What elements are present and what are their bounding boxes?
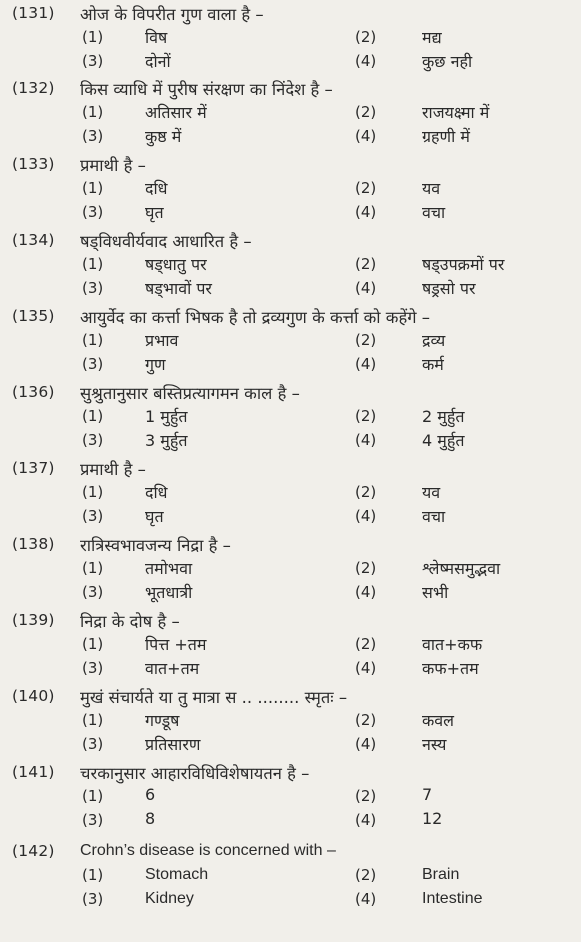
option-label: (4) [355, 507, 377, 525]
option-label: (1) [82, 28, 104, 46]
option-label: (3) [82, 431, 104, 449]
option-text: 7 [422, 785, 433, 804]
question-number: (134) [12, 231, 55, 249]
question-text: आयुर्वेद का कर्त्ता भिषक है तो द्रव्यगुण के कर्त्ता को कहेंगे – [80, 308, 431, 327]
option-text: वचा [422, 507, 446, 526]
option-text: कफ+तम [422, 659, 479, 678]
option-label: (3) [82, 890, 104, 908]
option-text: षड्भावों पर [145, 279, 212, 298]
option-label: (1) [82, 483, 104, 501]
option-label: (1) [82, 179, 104, 197]
question-133 [0, 153, 581, 225]
option-text: यव [422, 483, 441, 502]
option-text: घृत [145, 507, 164, 526]
option-label: (4) [355, 583, 377, 601]
question-134 [0, 229, 581, 301]
option-text: घृत [145, 203, 164, 222]
question-142 [0, 840, 581, 912]
option-label: (3) [82, 203, 104, 221]
option-text: भूतधात्री [145, 583, 193, 602]
option-label: (3) [82, 507, 104, 525]
option-text: श्लेष्मसमुद्भवा [422, 559, 501, 578]
question-text: सुश्रुतानुसार बस्तिप्रत्यागमन काल है – [80, 384, 300, 403]
option-text: Kidney [145, 890, 194, 907]
option-label: (3) [82, 811, 104, 829]
option-text: 4 मुर्हुत [422, 431, 465, 450]
option-text: Brain [422, 866, 460, 883]
option-text: तमोभवा [145, 559, 193, 578]
option-text: ग्रहणी में [422, 127, 470, 146]
option-text: कुछ नही [422, 52, 473, 71]
option-text: पित्त +तम [145, 635, 207, 654]
question-text: ओज के विपरीत गुण वाला है – [80, 5, 264, 24]
option-label: (2) [355, 866, 377, 884]
question-number: (136) [12, 383, 55, 401]
question-text: प्रमाथी है – [80, 156, 146, 175]
option-text: Stomach [145, 866, 209, 883]
question-text: चरकानुसार आहारविधिविशेषायतन है – [80, 764, 310, 783]
option-text: अतिसार में [145, 103, 207, 122]
question-number: (135) [12, 307, 55, 325]
option-text: मद्य [422, 28, 442, 47]
option-text: गुण [145, 355, 166, 374]
question-number: (133) [12, 155, 55, 173]
option-label: (4) [355, 279, 377, 297]
option-text: वात+कफ [422, 635, 483, 654]
option-label: (4) [355, 890, 377, 908]
option-label: (4) [355, 127, 377, 145]
option-text: वचा [422, 203, 446, 222]
option-text: वात+तम [145, 659, 200, 678]
option-label: (1) [82, 103, 104, 121]
option-label: (1) [82, 331, 104, 349]
option-text: नस्य [422, 735, 447, 754]
question-number: (137) [12, 459, 55, 477]
option-label: (1) [82, 255, 104, 273]
option-text: षड्रसो पर [422, 279, 476, 298]
option-label: (3) [82, 355, 104, 373]
option-text: दधि [145, 483, 168, 502]
question-text: किस व्याधि में पुरीष संरक्षण का निंदेश है – [80, 80, 333, 99]
option-label: (2) [355, 483, 377, 501]
option-label: (4) [355, 811, 377, 829]
option-text: षड्उपक्रमों पर [422, 255, 505, 274]
option-label: (2) [355, 787, 377, 805]
option-label: (2) [355, 179, 377, 197]
question-text: मुखं संचार्यते या तु मात्रा स .. ........ स्मृतः – [80, 688, 348, 707]
option-label: (3) [82, 659, 104, 677]
option-text: कवल [422, 711, 455, 730]
option-label: (2) [355, 407, 377, 425]
question-text: रात्रिस्वभावजन्य निद्रा है – [80, 536, 231, 555]
option-label: (4) [355, 52, 377, 70]
option-text: 8 [145, 809, 156, 828]
question-139 [0, 609, 581, 681]
option-label: (1) [82, 635, 104, 653]
question-number: (139) [12, 611, 55, 629]
question-131 [0, 2, 581, 74]
option-text: प्रभाव [145, 331, 179, 350]
option-text: कुष्ठ में [145, 127, 182, 146]
option-label: (4) [355, 735, 377, 753]
option-text: सभी [422, 583, 449, 602]
question-text: षड्विधवीर्यवाद आधारित है – [80, 232, 252, 251]
option-text: 1 मुर्हुत [145, 407, 188, 426]
option-label: (1) [82, 559, 104, 577]
option-label: (2) [355, 331, 377, 349]
question-137 [0, 457, 581, 529]
question-136 [0, 381, 581, 453]
option-text: विष [145, 28, 168, 47]
option-text: गण्डूष [145, 711, 180, 730]
question-number: (131) [12, 4, 55, 22]
option-label: (4) [355, 659, 377, 677]
question-number: (140) [12, 687, 55, 705]
question-132 [0, 77, 581, 149]
option-label: (4) [355, 355, 377, 373]
option-label: (2) [355, 711, 377, 729]
option-text: दधि [145, 179, 168, 198]
question-135 [0, 305, 581, 377]
option-label: (2) [355, 103, 377, 121]
option-label: (2) [355, 635, 377, 653]
option-label: (3) [82, 279, 104, 297]
question-number: (142) [12, 842, 55, 860]
option-label: (1) [82, 407, 104, 425]
option-text: 12 [422, 809, 443, 828]
question-text: Crohn’s disease is concerned with – [80, 842, 336, 859]
question-141 [0, 761, 581, 833]
option-label: (1) [82, 711, 104, 729]
question-number: (132) [12, 79, 55, 97]
option-text: राजयक्ष्मा में [422, 103, 490, 122]
question-number: (141) [12, 763, 55, 781]
option-text: 2 मुर्हुत [422, 407, 465, 426]
question-number: (138) [12, 535, 55, 553]
question-138 [0, 533, 581, 605]
option-label: (1) [82, 787, 104, 805]
option-text: यव [422, 179, 441, 198]
option-label: (2) [355, 255, 377, 273]
option-label: (3) [82, 127, 104, 145]
option-text: कर्म [422, 355, 444, 374]
option-text: द्रव्य [422, 331, 446, 350]
option-label: (1) [82, 866, 104, 884]
question-text: प्रमाथी है – [80, 460, 146, 479]
option-label: (3) [82, 583, 104, 601]
question-140 [0, 685, 581, 757]
option-text: दोनों [145, 52, 171, 71]
option-label: (4) [355, 431, 377, 449]
option-label: (3) [82, 52, 104, 70]
option-text: 6 [145, 785, 156, 804]
option-text: षड्धातु पर [145, 255, 207, 274]
option-label: (2) [355, 28, 377, 46]
option-label: (2) [355, 559, 377, 577]
question-text: निद्रा के दोष है – [80, 612, 180, 631]
option-label: (3) [82, 735, 104, 753]
option-text: प्रतिसारण [145, 735, 201, 754]
option-text: Intestine [422, 890, 483, 907]
option-label: (4) [355, 203, 377, 221]
option-text: 3 मुर्हुत [145, 431, 188, 450]
